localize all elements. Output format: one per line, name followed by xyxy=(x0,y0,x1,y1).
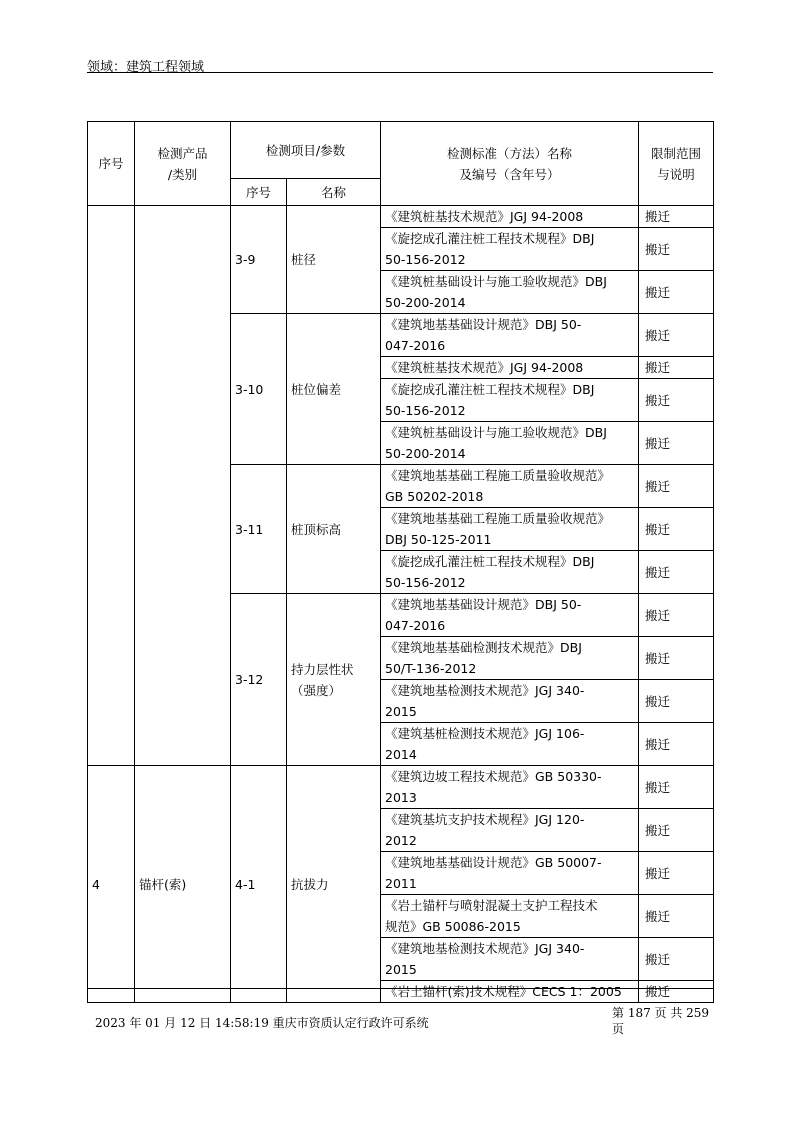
cell-standard: 《建筑地基基础设计规范》DBJ 50- 047-2016 xyxy=(381,314,639,357)
header-item-seq: 序号 xyxy=(231,179,287,206)
cell-standard: 《岩土锚杆与喷射混凝土支护工程技术 规范》GB 50086-2015 xyxy=(381,895,639,938)
cell-standard: 《建筑地基基础工程施工质量验收规范》 DBJ 50-125-2011 xyxy=(381,508,639,551)
cell-limit: 搬迁 xyxy=(639,766,714,809)
header-item-name: 名称 xyxy=(287,179,381,206)
cell-standard: 《建筑边坡工程技术规范》GB 50330- 2013 xyxy=(381,766,639,809)
footer-datetime-system: 2023 年 01 月 12 日 14:58:19 重庆市资质认定行政许可系统 xyxy=(95,1016,429,1030)
cell-standard: 《建筑桩基础设计与施工验收规范》DBJ 50-200-2014 xyxy=(381,422,639,465)
cell-limit: 搬迁 xyxy=(639,637,714,680)
cell-seq: 4 xyxy=(88,766,135,1003)
cell-limit: 搬迁 xyxy=(639,809,714,852)
cell-item-code: 3-11 xyxy=(231,465,287,594)
cell-standard: 《建筑地基基础设计规范》GB 50007- 2011 xyxy=(381,852,639,895)
cell-limit: 搬迁 xyxy=(639,895,714,938)
page-header-domain: 领域：建筑工程领域 xyxy=(87,60,205,75)
header-divider xyxy=(87,72,713,73)
cell-limit: 搬迁 xyxy=(639,465,714,508)
cell-limit: 搬迁 xyxy=(639,314,714,357)
cell-limit: 搬迁 xyxy=(639,508,714,551)
cell-standard: 《建筑地基基础工程施工质量验收规范》 GB 50202-2018 xyxy=(381,465,639,508)
table-body xyxy=(88,206,714,1003)
cell-category: 锚杆(索) xyxy=(135,766,231,1003)
cell-standard: 《建筑地基检测技术规范》JGJ 340- 2015 xyxy=(381,938,639,981)
header-item-group: 检测项目/参数 xyxy=(231,122,381,179)
inspection-standards-table xyxy=(87,121,714,1003)
cell-standard: 《建筑桩基础设计与施工验收规范》DBJ 50-200-2014 xyxy=(381,271,639,314)
cell-standard: 《建筑桩基技术规范》JGJ 94-2008 xyxy=(381,206,639,228)
cell-item-name: 桩位偏差 xyxy=(287,314,381,465)
cell-standard: 《岩土锚杆(索)技术规程》CECS 1：2005 xyxy=(381,981,639,1003)
cell-limit: 搬迁 xyxy=(639,422,714,465)
cell-limit: 搬迁 xyxy=(639,852,714,895)
cell-category xyxy=(135,206,231,766)
cell-standard: 《建筑地基检测技术规范》JGJ 340- 2015 xyxy=(381,680,639,723)
cell-limit: 搬迁 xyxy=(639,594,714,637)
cell-limit: 搬迁 xyxy=(639,981,714,1003)
cell-standard: 《旋挖成孔灌注桩工程技术规程》DBJ 50-156-2012 xyxy=(381,551,639,594)
footer-divider xyxy=(87,988,713,989)
footer-page-info: 第 187 页 共 259 页 xyxy=(612,1006,710,1036)
table-row xyxy=(88,206,714,228)
cell-seq xyxy=(88,206,135,766)
cell-limit: 搬迁 xyxy=(639,271,714,314)
cell-item-name: 桩径 xyxy=(287,206,381,314)
cell-item-code: 3-12 xyxy=(231,594,287,766)
cell-standard: 《建筑地基基础设计规范》DBJ 50- 047-2016 xyxy=(381,594,639,637)
cell-standard: 《旋挖成孔灌注桩工程技术规程》DBJ 50-156-2012 xyxy=(381,379,639,422)
cell-item-code: 3-10 xyxy=(231,314,287,465)
table-row xyxy=(88,766,714,809)
cell-limit: 搬迁 xyxy=(639,938,714,981)
cell-limit: 搬迁 xyxy=(639,551,714,594)
cell-standard: 《建筑基坑支护技术规程》JGJ 120- 2012 xyxy=(381,809,639,852)
header-category: 检测产品 /类别 xyxy=(135,122,231,206)
cell-item-code: 4-1 xyxy=(231,766,287,1003)
header-limit: 限制范围 与说明 xyxy=(639,122,714,206)
cell-limit: 搬迁 xyxy=(639,379,714,422)
header-seq: 序号 xyxy=(88,122,135,206)
header-standard: 检测标准（方法）名称 及编号（含年号） xyxy=(381,122,639,206)
cell-item-name: 抗拔力 xyxy=(287,766,381,1003)
cell-item-name: 持力层性状 （强度） xyxy=(287,594,381,766)
cell-limit: 搬迁 xyxy=(639,206,714,228)
cell-item-name: 桩顶标高 xyxy=(287,465,381,594)
cell-standard: 《旋挖成孔灌注桩工程技术规程》DBJ 50-156-2012 xyxy=(381,228,639,271)
cell-limit: 搬迁 xyxy=(639,723,714,766)
cell-limit: 搬迁 xyxy=(639,357,714,379)
cell-limit: 搬迁 xyxy=(639,680,714,723)
cell-standard: 《建筑基桩检测技术规范》JGJ 106- 2014 xyxy=(381,723,639,766)
cell-limit: 搬迁 xyxy=(639,228,714,271)
cell-standard: 《建筑地基基础检测技术规范》DBJ 50/T-136-2012 xyxy=(381,637,639,680)
cell-item-code: 3-9 xyxy=(231,206,287,314)
cell-standard: 《建筑桩基技术规范》JGJ 94-2008 xyxy=(381,357,639,379)
